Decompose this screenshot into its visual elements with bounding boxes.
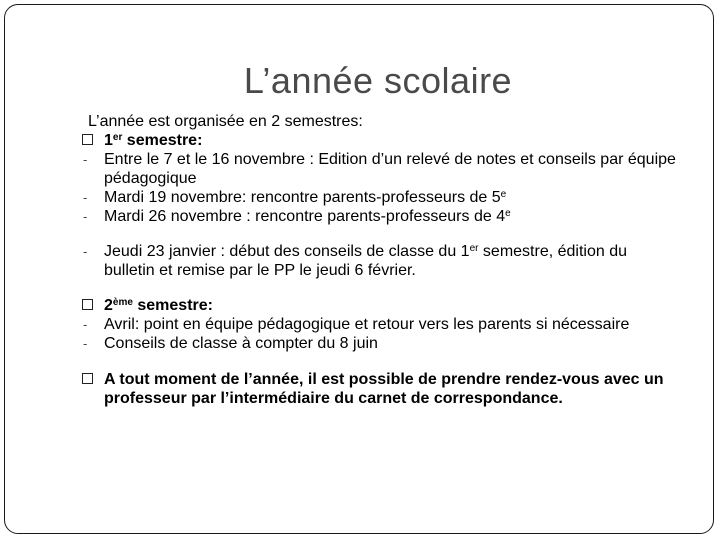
checkbox-bullet-icon bbox=[82, 134, 93, 145]
intro-text: L’année est organisée en 2 semestres: bbox=[88, 113, 363, 130]
checkbox-bullet-icon bbox=[82, 373, 93, 384]
appointment-note: A tout moment de l’année, il est possible de prendre rendez-vous avec un professeur par l’intermédiaire du carnet de correspondance. bbox=[80, 370, 680, 408]
list-item: - Conseils de classe à compter du 8 juin bbox=[83, 335, 378, 352]
list-item: - Mardi 19 novembre: rencontre parents-professeurs de 5e bbox=[83, 189, 507, 206]
dash-bullet-icon: - bbox=[83, 244, 88, 259]
slide-body bbox=[80, 112, 680, 408]
dash-bullet-icon: - bbox=[83, 317, 88, 332]
dash-bullet-icon: - bbox=[83, 152, 88, 167]
dash-bullet-icon: - bbox=[83, 336, 88, 351]
list-item: - Entre le 7 et le 16 novembre : Edition d’un relevé de notes et conseils par équipe pédagogique bbox=[83, 151, 676, 187]
dash-bullet-icon: - bbox=[83, 190, 88, 205]
slide-title: L’année scolaire bbox=[243, 60, 513, 101]
dash-bullet-icon: - bbox=[83, 209, 88, 224]
list-item: - Mardi 26 novembre : rencontre parents-professeurs de 4e bbox=[83, 208, 511, 225]
checkbox-bullet-icon bbox=[82, 299, 93, 310]
semester2-heading: 2ème semestre: bbox=[80, 296, 680, 315]
list-item: - Avril: point en équipe pédagogique et retour vers les parents si nécessaire bbox=[83, 316, 630, 333]
list-item: - Jeudi 23 janvier : début des conseils de classe du 1er semestre, édition du bulletin et remise par le PP le jeudi 6 février. bbox=[83, 243, 627, 279]
semester1-heading: 1er semestre: bbox=[80, 131, 680, 150]
